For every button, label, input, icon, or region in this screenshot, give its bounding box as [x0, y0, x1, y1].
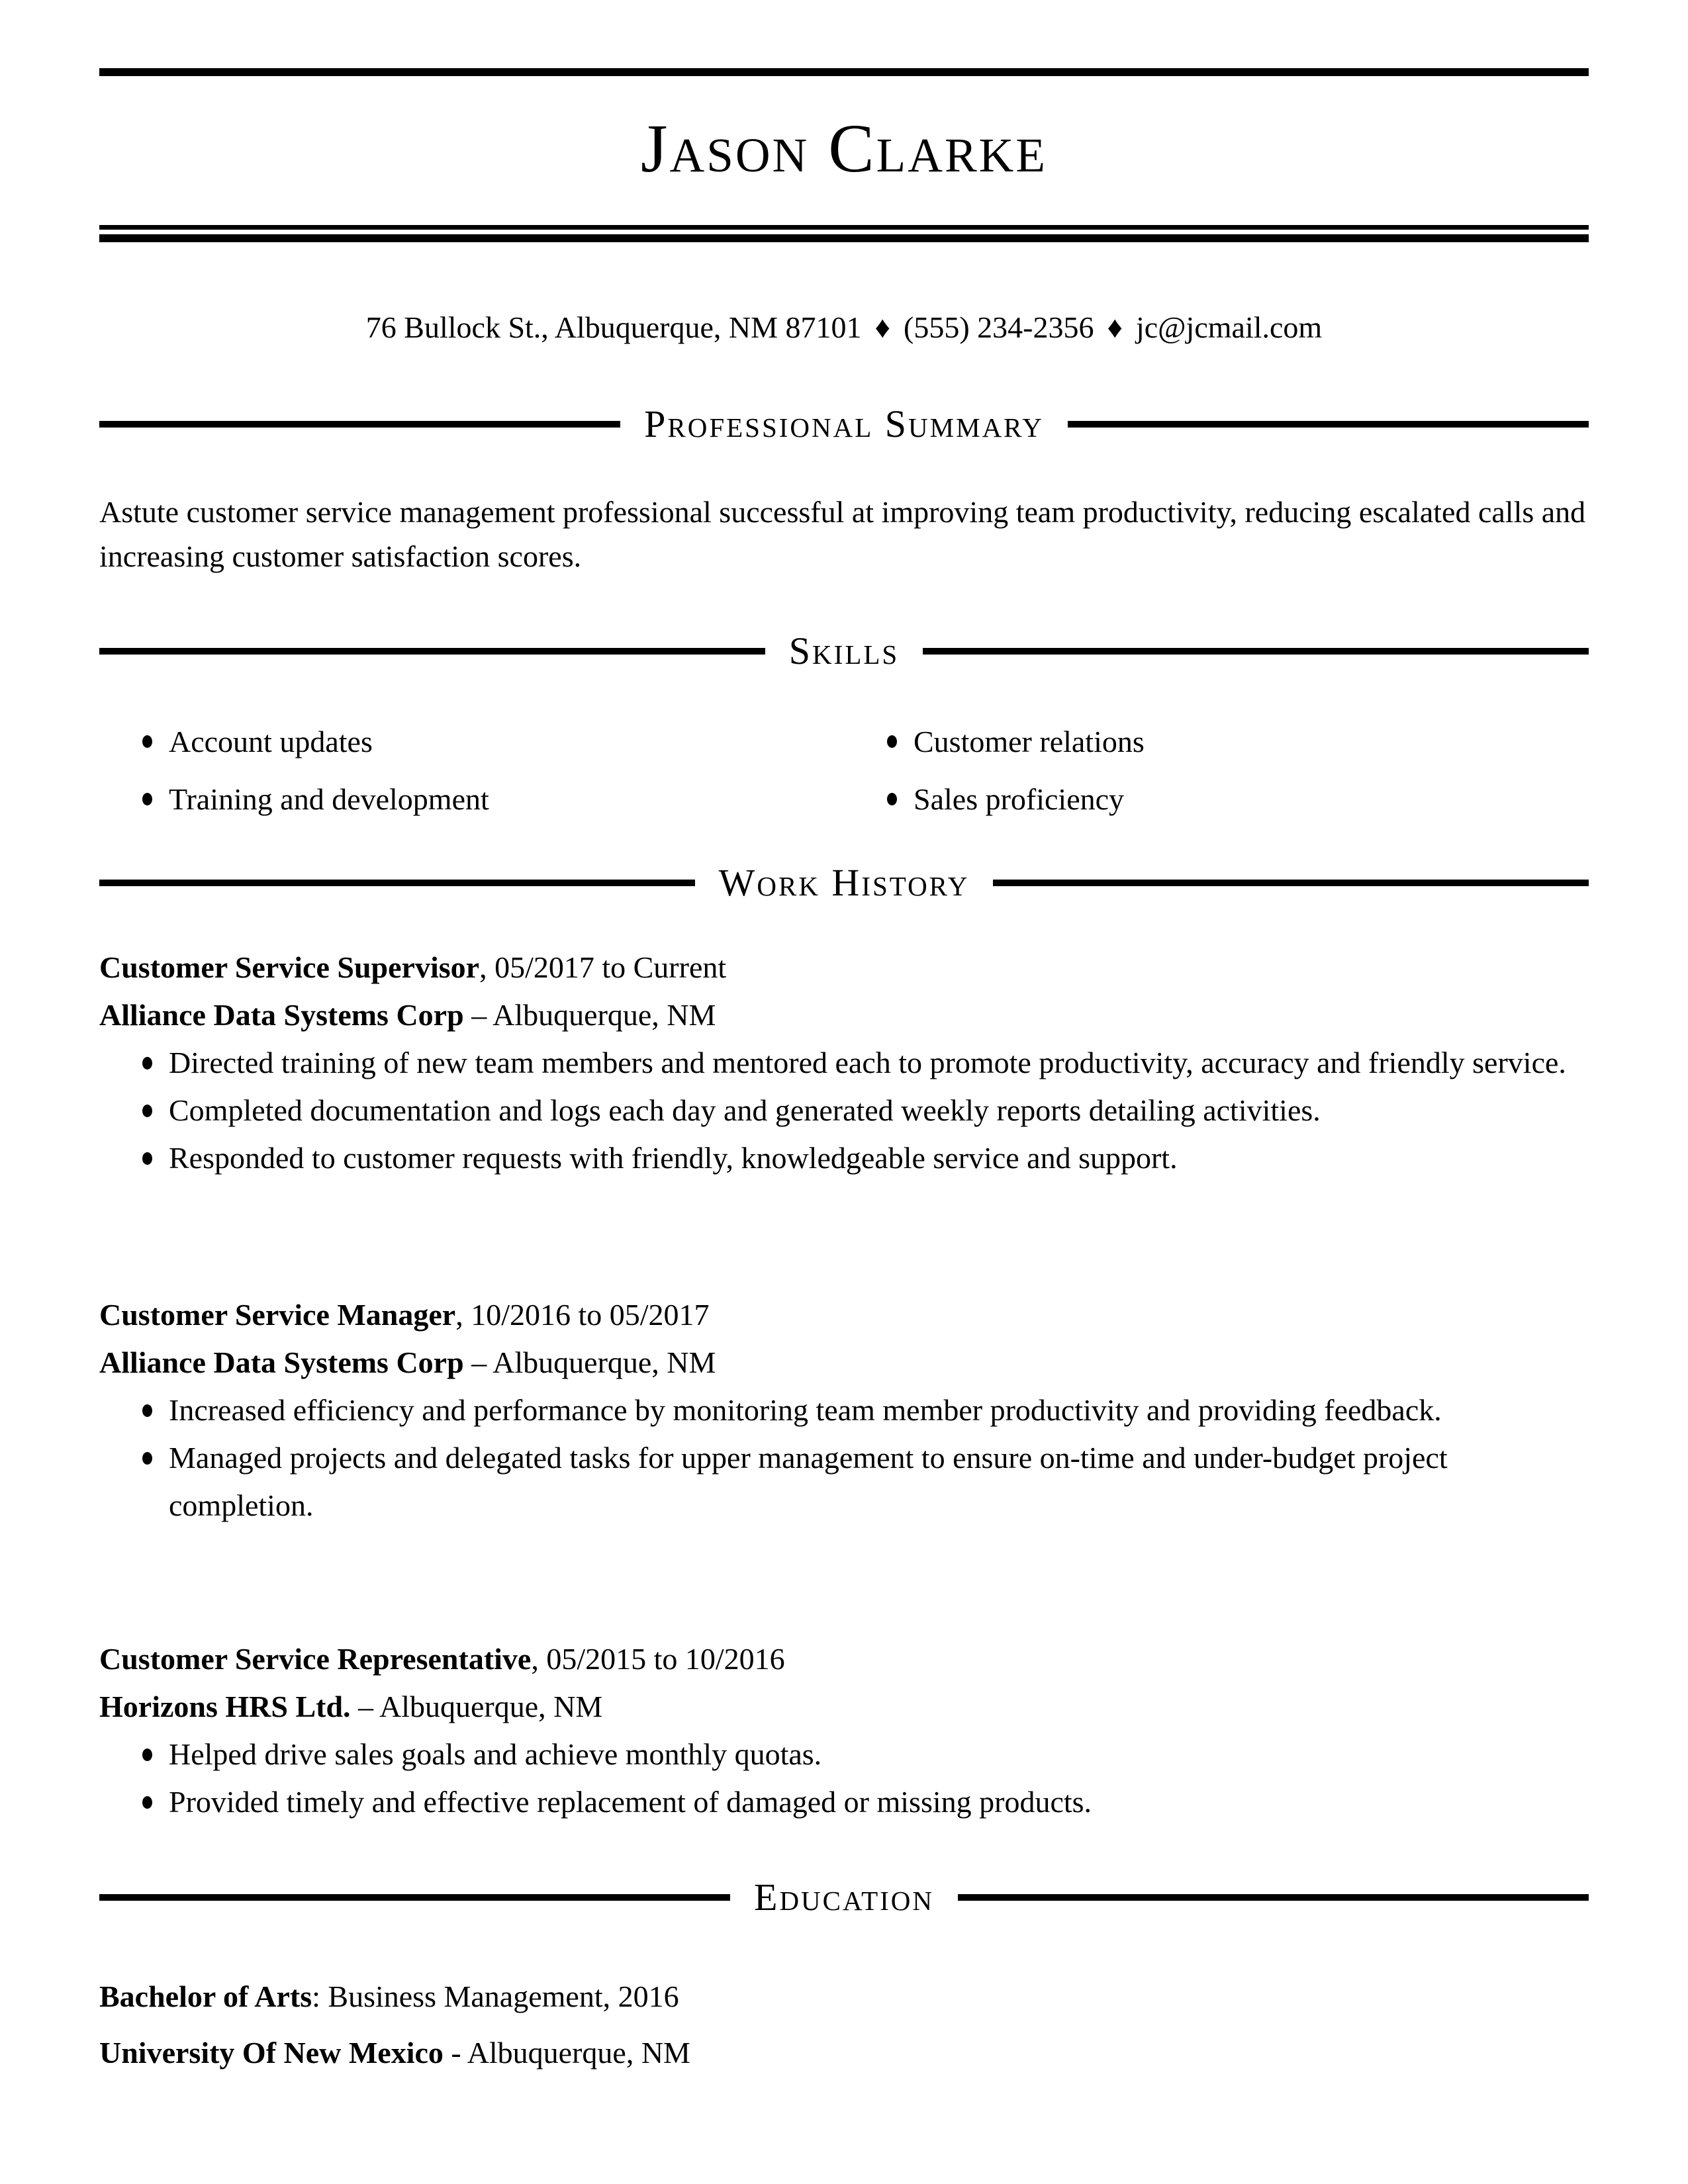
- job-bullet-text: Increased efficiency and performance by monitoring team member productivity and providing feedback.: [169, 1393, 1442, 1427]
- job-bullet-text: Responded to customer requests with friendly, knowledgeable service and support.: [169, 1141, 1178, 1175]
- job-dates: , 05/2015 to 10/2016: [531, 1642, 785, 1676]
- job-location: – Albuquerque, NM: [463, 1345, 716, 1379]
- job-company-line: [99, 991, 1589, 1039]
- skill-label: Account updates: [169, 725, 373, 758]
- job-company-line: [99, 1683, 1589, 1731]
- job-bullet: [99, 1134, 1589, 1182]
- skills-section-title: Skills: [788, 629, 900, 672]
- name-divider-thick-rule: [99, 234, 1589, 242]
- job-dates: , 05/2017 to Current: [479, 950, 727, 984]
- job-title-line: [99, 944, 1589, 991]
- job-company: Alliance Data Systems Corp: [99, 998, 464, 1032]
- job-company-line: [99, 1339, 1589, 1387]
- job-bullet: [99, 1778, 1589, 1826]
- job-bullet-text: Directed training of new team members and mentored each to promote productivity, accuracy and friendly service.: [169, 1046, 1566, 1079]
- header-rule-left: [99, 648, 765, 655]
- job-entry: [99, 1635, 1589, 1826]
- skill-label: Sales proficiency: [914, 782, 1125, 816]
- job-bullet: [99, 1434, 1589, 1529]
- name-divider-thin-rule: [99, 225, 1589, 230]
- summary-section-header: [99, 399, 1589, 449]
- contact-email: jc@jcmail.com: [1135, 310, 1323, 344]
- job-bullet: [99, 1039, 1589, 1087]
- job-location: – Albuquerque, NM: [350, 1690, 603, 1723]
- person-name: Jason Clarke: [641, 111, 1047, 187]
- job-dates: , 10/2016 to 05/2017: [455, 1298, 710, 1332]
- job-bullet-text: Managed projects and delegated tasks for upper management to ensure on-time and under-budget project completion.: [169, 1441, 1448, 1522]
- skills-section-header: [99, 626, 1589, 676]
- skill-label: Training and development: [169, 782, 489, 816]
- education-degree-details: : Business Management, 2016: [312, 1979, 679, 2013]
- job-title: Customer Service Representative: [99, 1642, 532, 1676]
- job-company: Alliance Data Systems Corp: [99, 1345, 464, 1379]
- job-bullet: [99, 1087, 1589, 1134]
- job-title: Customer Service Manager: [99, 1298, 456, 1332]
- job-title-line: [99, 1291, 1589, 1339]
- header-rule-right: [923, 648, 1589, 655]
- contact-address: 76 Bullock St., Albuquerque, NM 87101: [365, 310, 862, 344]
- education-degree-line: [99, 1968, 1589, 2025]
- diamond-separator-icon: ♦: [874, 310, 891, 344]
- skill-item: [99, 719, 844, 764]
- top-rule: [99, 68, 1589, 76]
- header-rule-left: [99, 880, 695, 886]
- skill-item: [844, 777, 1589, 821]
- job-bullet-list: [99, 1731, 1589, 1826]
- job-entry: [99, 944, 1589, 1182]
- job-title-line: [99, 1635, 1589, 1683]
- job-bullet-list: [99, 1039, 1589, 1182]
- job-bullet: [99, 1387, 1589, 1434]
- education-degree: Bachelor of Arts: [99, 1979, 312, 2013]
- header-rule-left: [99, 421, 620, 428]
- header-rule-left: [99, 1894, 730, 1901]
- education-school-details: - Albuquerque, NM: [443, 2036, 690, 2070]
- work-section-title: Work History: [718, 861, 970, 904]
- skill-item: [844, 719, 1589, 764]
- job-bullet: [99, 1731, 1589, 1778]
- job-bullet-text: Helped drive sales goals and achieve monthly quotas.: [169, 1737, 822, 1771]
- job-bullet-text: Provided timely and effective replacement of damaged or missing products.: [169, 1785, 1092, 1819]
- job-title: Customer Service Supervisor: [99, 950, 480, 984]
- education-section-header: [99, 1872, 1589, 1922]
- skill-item: [99, 777, 844, 821]
- skills-list: [99, 719, 1589, 821]
- diamond-separator-icon: ♦: [1107, 310, 1123, 344]
- skill-label: Customer relations: [914, 725, 1145, 758]
- job-company: Horizons HRS Ltd.: [99, 1690, 351, 1723]
- job-bullet-text: Completed documentation and logs each day and generated weekly reports detailing activities.: [169, 1093, 1321, 1127]
- name-divider: [99, 225, 1589, 242]
- education-school-line: [99, 2025, 1589, 2081]
- header-rule-right: [958, 1894, 1589, 1901]
- education-section-title: Education: [754, 1876, 934, 1919]
- header-rule-right: [1068, 421, 1589, 428]
- header-rule-right: [993, 880, 1589, 886]
- education-entry: [99, 1968, 1589, 2081]
- work-section-header: [99, 858, 1589, 907]
- job-location: – Albuquerque, NM: [463, 998, 716, 1032]
- summary-section-title: Professional Summary: [644, 402, 1044, 445]
- job-bullet-list: [99, 1387, 1589, 1529]
- contact-line: [99, 305, 1589, 349]
- job-entry: [99, 1291, 1589, 1529]
- summary-text: Astute customer service management professional successful at improving team productivity, reducing escalated calls and increasing customer satisfaction scores.: [99, 495, 1586, 573]
- education-school: University Of New Mexico: [99, 2036, 444, 2070]
- contact-phone: (555) 234-2356: [904, 310, 1094, 344]
